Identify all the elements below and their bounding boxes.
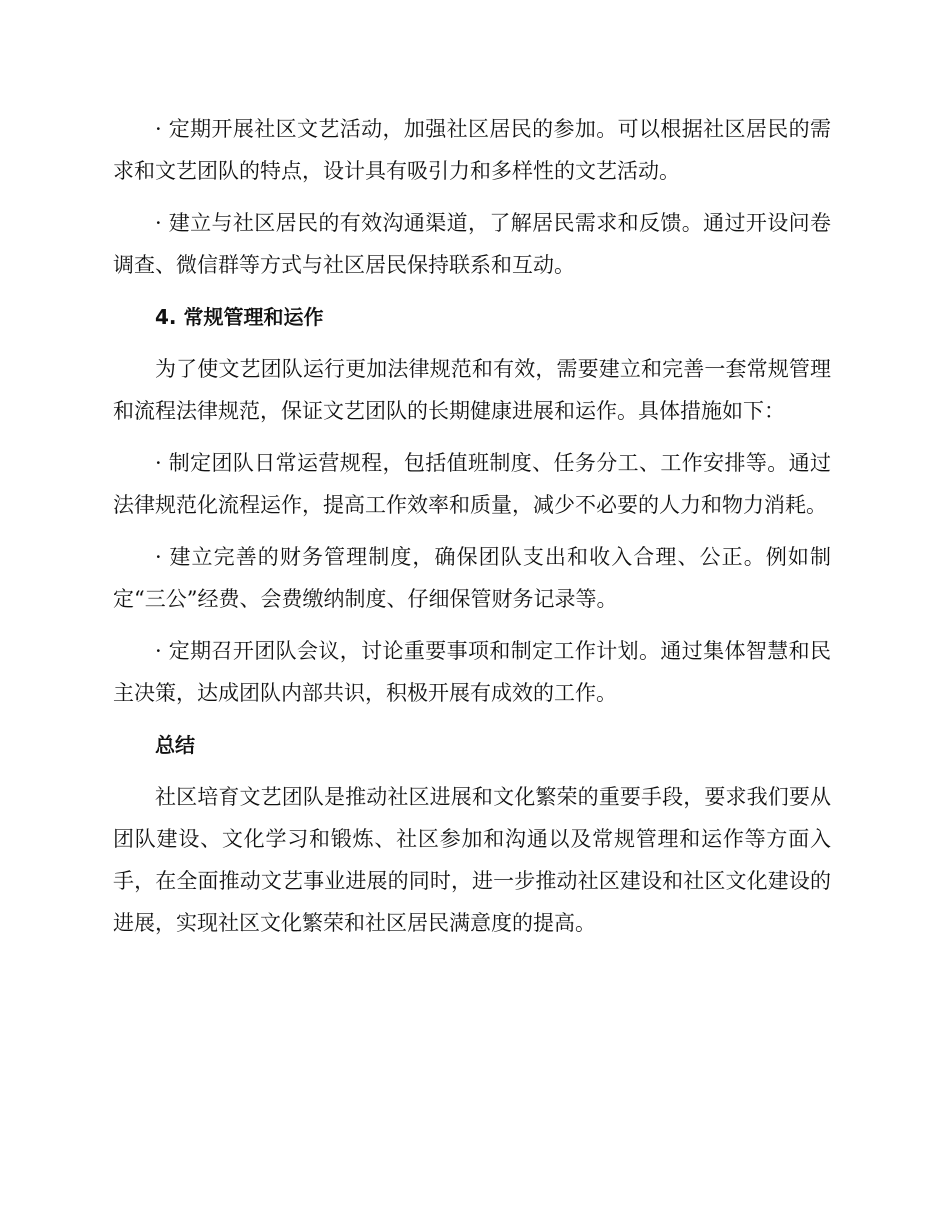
body-paragraph-management-intro: 为了使文艺团队运行更加法律规范和有效，需要建立和完善一套常规管理和流程法律规范，保证文艺团队的长期健康进展和运作。具体措施如下：	[113, 357, 831, 423]
section-heading-management: 4. 常规管理和运作	[155, 305, 324, 329]
section-heading-summary: 总结	[155, 733, 195, 757]
bullet-paragraph-team-meetings: · 定期召开团队会议，讨论重要事项和制定工作计划。通过集体智慧和民主决策，达成团队内部共识，积极开展有成效的工作。	[113, 639, 831, 705]
document-body	[113, 108, 831, 954]
body-paragraph-summary: 社区培育文艺团队是推动社区进展和文化繁荣的重要手段，要求我们要从团队建设、文化学习和锻炼、社区参加和沟通以及常规管理和运作等方面入手，在全面推动文艺事业进展的同时，进一步推动社区建设和社区文化建设的进展，实现社区文化繁荣和社区居民满意度的提高。	[113, 785, 831, 935]
bullet-paragraph-finance-system: · 建立完善的财务管理制度，确保团队支出和收入合理、公正。例如制定“三公”经费、会费缴纳制度、仔细保管财务记录等。	[113, 545, 831, 611]
bullet-paragraph-community-activities: · 定期开展社区文艺活动，加强社区居民的参加。可以根据社区居民的需求和文艺团队的特点，设计具有吸引力和多样性的文艺活动。	[113, 117, 831, 183]
bullet-paragraph-communication-channels: · 建立与社区居民的有效沟通渠道，了解居民需求和反馈。通过开设问卷调查、微信群等方式与社区居民保持联系和互动。	[113, 211, 831, 277]
bullet-paragraph-operating-rules: · 制定团队日常运营规程，包括值班制度、任务分工、工作安排等。通过法律规范化流程运作，提高工作效率和质量，减少不必要的人力和物力消耗。	[113, 451, 831, 517]
